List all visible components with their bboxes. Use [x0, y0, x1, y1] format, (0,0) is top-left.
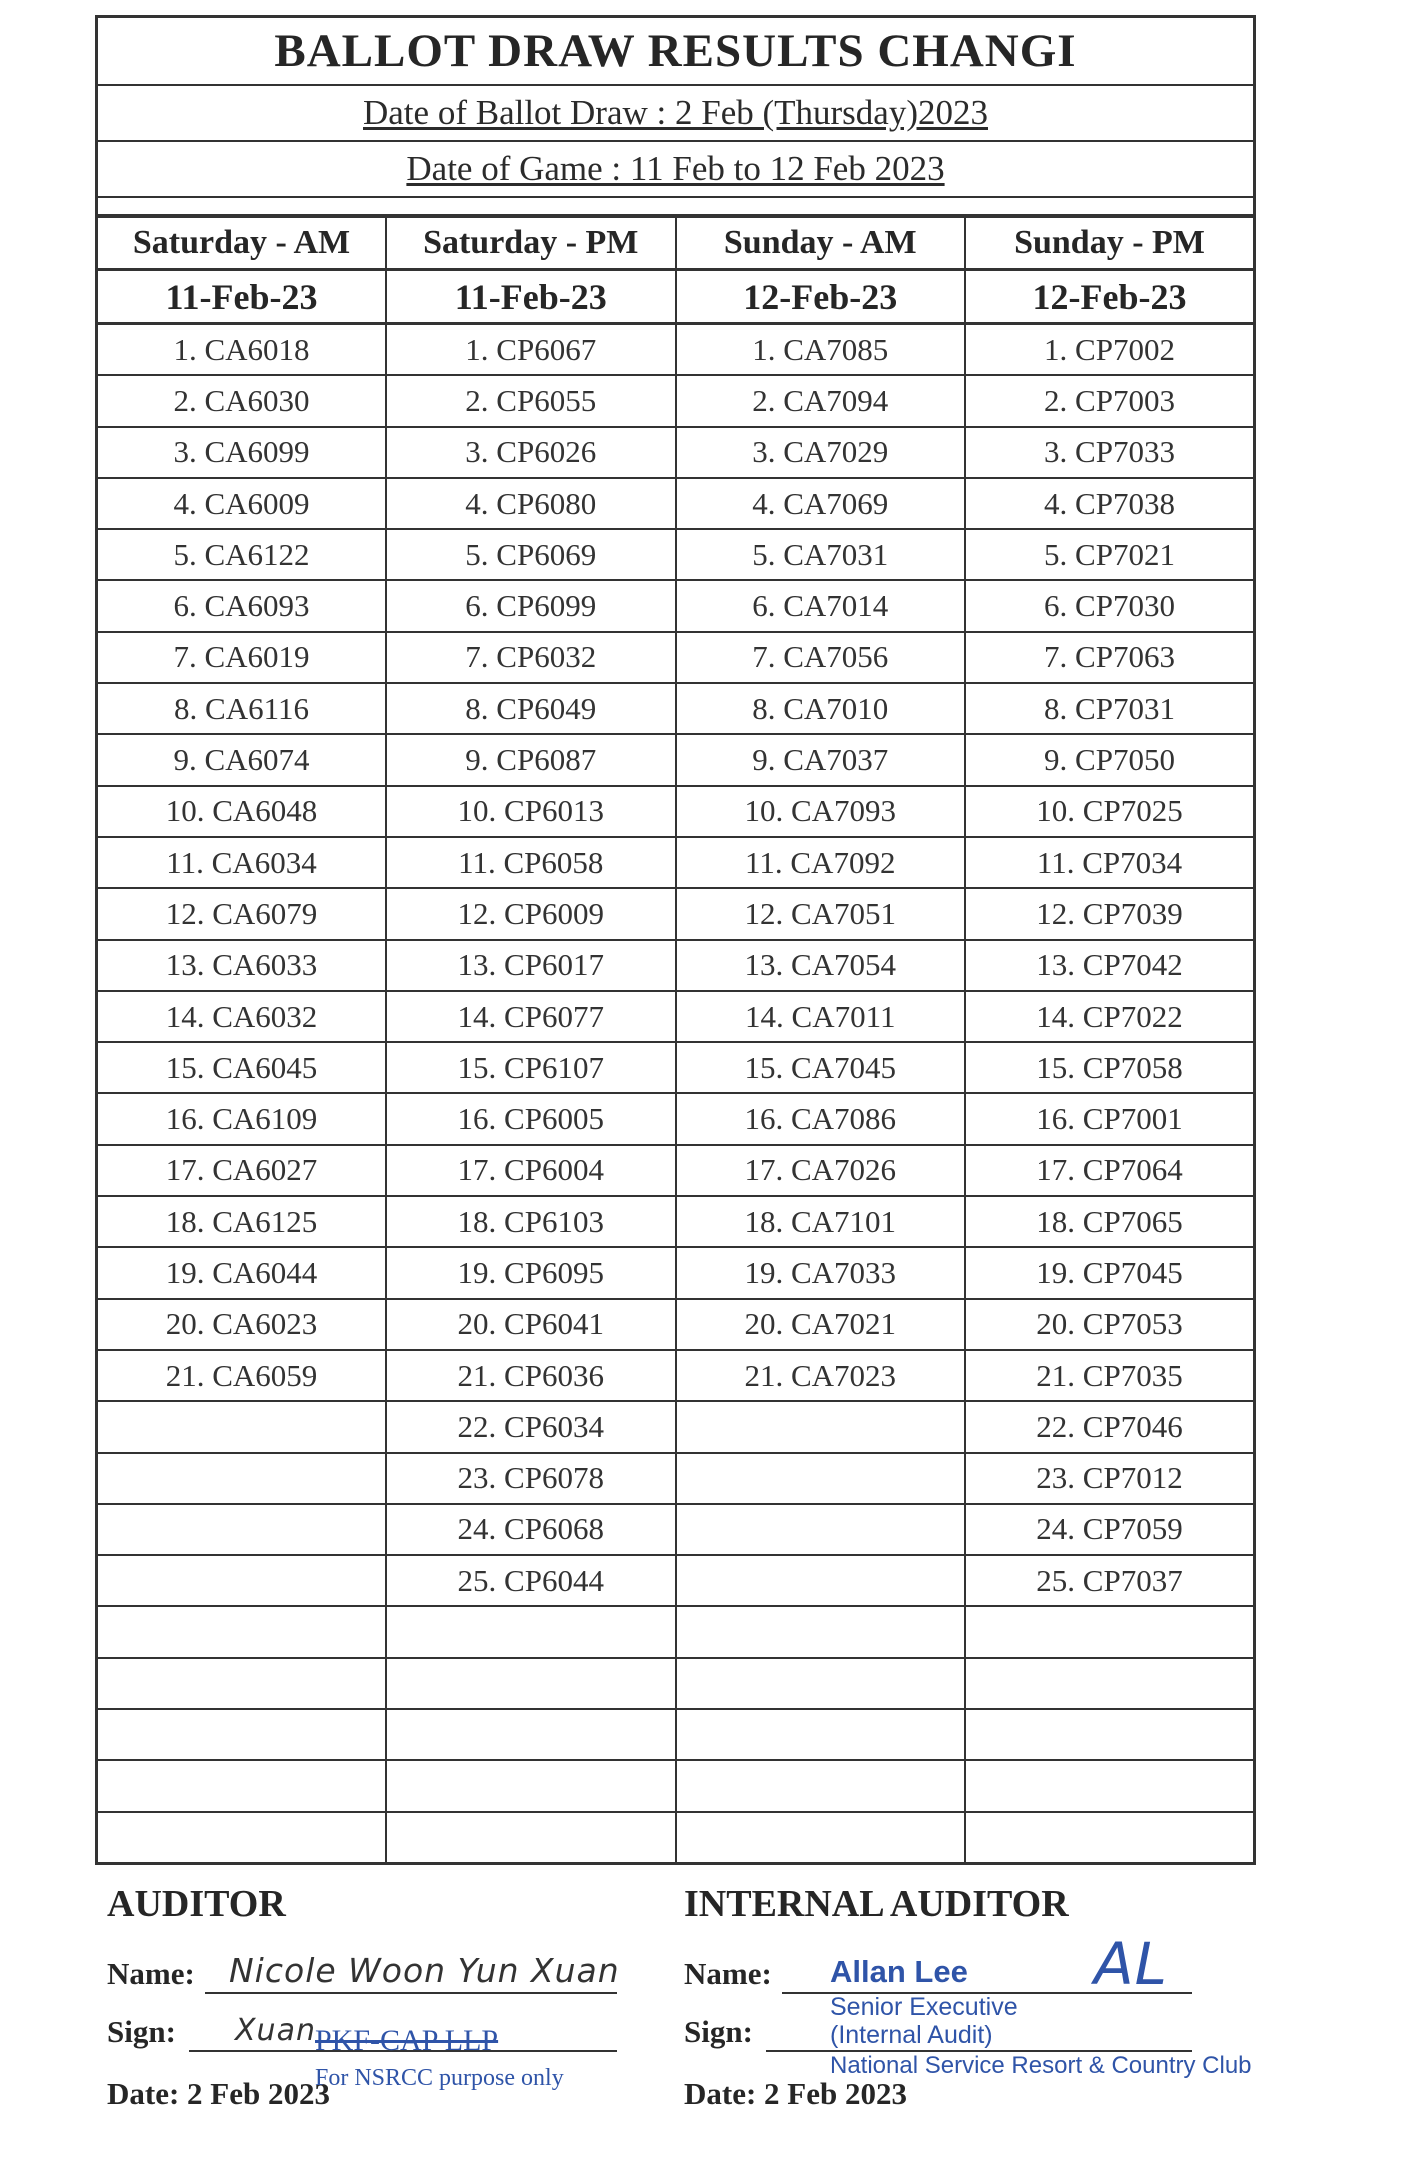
ballot-cell: 8. CP7031: [965, 683, 1255, 734]
ballot-cell: 7. CP7063: [965, 632, 1255, 683]
table-row: [97, 940, 1255, 991]
ballot-cell: 5. CP7021: [965, 529, 1255, 580]
ballot-cell: [97, 1606, 387, 1657]
table-row: [97, 991, 1255, 1042]
table-row: [97, 1042, 1255, 1093]
table-row: [97, 1299, 1255, 1350]
ballot-cell: 17. CP6004: [386, 1145, 676, 1196]
ballot-cell: 23. CP6078: [386, 1453, 676, 1504]
column-day: Sunday - PM: [965, 217, 1255, 270]
sign-label: Sign:: [107, 2014, 176, 2049]
ballot-cell: 21. CP6036: [386, 1350, 676, 1401]
ballot-cell: 2. CA6030: [97, 375, 387, 426]
internal-auditor-heading: INTERNAL AUDITOR: [684, 1883, 1069, 1925]
ballot-cell: 2. CP6055: [386, 375, 676, 426]
ballot-cell: 2. CP7003: [965, 375, 1255, 426]
game-date: Date of Game : 11 Feb to 12 Feb 2023: [98, 142, 1253, 198]
ballot-cell: 9. CP7050: [965, 734, 1255, 785]
table-row: [97, 427, 1255, 478]
table-row: [97, 580, 1255, 631]
ballot-cell: 21. CA7023: [676, 1350, 966, 1401]
table-row: [97, 683, 1255, 734]
auditor-name-line: [107, 1944, 627, 2002]
ballot-cell: 4. CA6009: [97, 478, 387, 529]
ballot-cell: 22. CP7046: [965, 1401, 1255, 1452]
ballot-cell: 17. CA7026: [676, 1145, 966, 1196]
table-row: [97, 1658, 1255, 1709]
ballot-cell: 5. CP6069: [386, 529, 676, 580]
column-day: Saturday - AM: [97, 217, 387, 270]
auditor-date: Date: 2 Feb 2023: [107, 2076, 330, 2111]
ballot-sheet: [95, 15, 1256, 1865]
ballot-cell: 12. CA6079: [97, 888, 387, 939]
ballot-cell: 8. CA7010: [676, 683, 966, 734]
ballot-cell: [386, 1760, 676, 1811]
ballot-cell: 24. CP7059: [965, 1504, 1255, 1555]
ballot-cell: [965, 1760, 1255, 1811]
column-date: 11-Feb-23: [386, 270, 676, 324]
internal-name-line: [684, 1930, 1304, 2021]
ballot-cell: [97, 1504, 387, 1555]
ballot-cell: [97, 1812, 387, 1864]
ballot-cell: 7. CP6032: [386, 632, 676, 683]
ballot-cell: 7. CA7056: [676, 632, 966, 683]
results-body: [97, 324, 1255, 1864]
table-row: [97, 1606, 1255, 1657]
ballot-cell: [676, 1760, 966, 1811]
table-row: [97, 1812, 1255, 1864]
page-title: BALLOT DRAW RESULTS CHANGI: [98, 18, 1253, 86]
table-row: [97, 1709, 1255, 1760]
ballot-cell: [97, 1658, 387, 1709]
ballot-cell: [97, 1760, 387, 1811]
ballot-cell: 23. CP7012: [965, 1453, 1255, 1504]
table-row: [97, 1401, 1255, 1452]
ballot-cell: [386, 1658, 676, 1709]
ballot-cell: 16. CP7001: [965, 1093, 1255, 1144]
ballot-cell: 17. CP7064: [965, 1145, 1255, 1196]
ballot-cell: 21. CP7035: [965, 1350, 1255, 1401]
ballot-cell: 4. CP6080: [386, 478, 676, 529]
ballot-cell: 18. CP7065: [965, 1196, 1255, 1247]
ballot-cell: [676, 1453, 966, 1504]
ballot-cell: 20. CA7021: [676, 1299, 966, 1350]
ballot-cell: 6. CP7030: [965, 580, 1255, 631]
internal-date-line: [684, 2060, 1304, 2114]
table-row: [97, 1760, 1255, 1811]
ballot-cell: 20. CP6041: [386, 1299, 676, 1350]
ballot-cell: 1. CA7085: [676, 324, 966, 376]
table-row: [97, 1247, 1255, 1298]
ballot-cell: 14. CP7022: [965, 991, 1255, 1042]
ballot-cell: [676, 1606, 966, 1657]
ballot-cell: [386, 1709, 676, 1760]
ballot-cell: 14. CA6032: [97, 991, 387, 1042]
ballot-cell: 10. CP7025: [965, 786, 1255, 837]
ballot-cell: 1. CP7002: [965, 324, 1255, 376]
ballot-cell: 15. CA6045: [97, 1042, 387, 1093]
table-row: [97, 1196, 1255, 1247]
table-row: [97, 324, 1255, 376]
column-date: 12-Feb-23: [676, 270, 966, 324]
ballot-cell: 12. CA7051: [676, 888, 966, 939]
column-date: 12-Feb-23: [965, 270, 1255, 324]
name-label: Name:: [107, 1956, 195, 1991]
stamp-name: Allan Lee: [830, 1954, 968, 1989]
ballot-cell: 12. CP7039: [965, 888, 1255, 939]
ballot-cell: 20. CP7053: [965, 1299, 1255, 1350]
ballot-cell: 9. CP6087: [386, 734, 676, 785]
auditor-block: [107, 1882, 627, 2114]
ballot-cell: 5. CA6122: [97, 529, 387, 580]
table-row: [97, 837, 1255, 888]
ballot-cell: 13. CP7042: [965, 940, 1255, 991]
ballot-cell: 14. CA7011: [676, 991, 966, 1042]
ballot-cell: 10. CA6048: [97, 786, 387, 837]
ballot-cell: 10. CP6013: [386, 786, 676, 837]
ballot-cell: 13. CP6017: [386, 940, 676, 991]
name-label: Name:: [684, 1956, 772, 1991]
ballot-cell: 1. CA6018: [97, 324, 387, 376]
ballot-cell: 15. CP6107: [386, 1042, 676, 1093]
ballot-cell: 11. CP7034: [965, 837, 1255, 888]
ballot-cell: 22. CP6034: [386, 1401, 676, 1452]
ballot-cell: [97, 1709, 387, 1760]
ballot-cell: 19. CP6095: [386, 1247, 676, 1298]
table-row: [97, 1555, 1255, 1606]
ballot-cell: 16. CA6109: [97, 1093, 387, 1144]
ballot-cell: 10. CA7093: [676, 786, 966, 837]
auditor-date-line: [107, 2060, 627, 2114]
ballot-cell: 13. CA6033: [97, 940, 387, 991]
ballot-cell: [676, 1401, 966, 1452]
ballot-cell: 12. CP6009: [386, 888, 676, 939]
table-row: [97, 632, 1255, 683]
ballot-cell: 7. CA6019: [97, 632, 387, 683]
ballot-cell: 21. CA6059: [97, 1350, 387, 1401]
table-row: [97, 375, 1255, 426]
ballot-cell: 18. CP6103: [386, 1196, 676, 1247]
ballot-cell: 13. CA7054: [676, 940, 966, 991]
ballot-cell: 20. CA6023: [97, 1299, 387, 1350]
ballot-cell: 16. CA7086: [676, 1093, 966, 1144]
ballot-cell: 8. CP6049: [386, 683, 676, 734]
day-header-row: [97, 217, 1255, 270]
table-row: [97, 529, 1255, 580]
table-row: [97, 478, 1255, 529]
ballot-cell: 4. CP7038: [965, 478, 1255, 529]
ballot-cell: 9. CA6074: [97, 734, 387, 785]
name-rule: [205, 1992, 617, 1994]
table-row: [97, 888, 1255, 939]
ballot-cell: 18. CA7101: [676, 1196, 966, 1247]
ballot-cell: 15. CA7045: [676, 1042, 966, 1093]
ballot-cell: [97, 1555, 387, 1606]
ballot-cell: 19. CA7033: [676, 1247, 966, 1298]
ballot-cell: 6. CA7014: [676, 580, 966, 631]
column-date: 11-Feb-23: [97, 270, 387, 324]
sheet-header: [95, 15, 1256, 216]
ballot-cell: 19. CP7045: [965, 1247, 1255, 1298]
ballot-cell: [676, 1504, 966, 1555]
header-spacer: [98, 198, 1253, 216]
stamp-dept: (Internal Audit): [830, 2021, 993, 2049]
ballot-cell: [386, 1812, 676, 1864]
table-row: [97, 1093, 1255, 1144]
ballot-cell: 5. CA7031: [676, 529, 966, 580]
auditor-heading: AUDITOR: [107, 1883, 286, 1925]
sign-label: Sign:: [684, 2014, 753, 2049]
initials-signature: AL: [1094, 1930, 1168, 1998]
stamp-title: Senior Executive: [830, 1993, 1018, 2021]
ballot-cell: 3. CP7033: [965, 427, 1255, 478]
internal-auditor-date: Date: 2 Feb 2023: [684, 2076, 907, 2111]
ballot-draw-date: Date of Ballot Draw : 2 Feb (Thursday)2023: [98, 86, 1253, 142]
ballot-cell: 3. CA7029: [676, 427, 966, 478]
table-row: [97, 1350, 1255, 1401]
ballot-cell: [965, 1606, 1255, 1657]
ballot-cell: 2. CA7094: [676, 375, 966, 426]
ballot-cell: [676, 1555, 966, 1606]
ballot-cell: 11. CA7092: [676, 837, 966, 888]
ballot-cell: [965, 1709, 1255, 1760]
ballot-cell: 16. CP6005: [386, 1093, 676, 1144]
purpose-note: For NSRCC purpose only: [315, 2065, 564, 2091]
ballot-cell: 17. CA6027: [97, 1145, 387, 1196]
ballot-cell: 1. CP6067: [386, 324, 676, 376]
ballot-cell: 6. CP6099: [386, 580, 676, 631]
auditor-signature: Xuan: [235, 2013, 316, 2048]
table-row: [97, 734, 1255, 785]
ballot-cell: [97, 1453, 387, 1504]
date-header-row: [97, 270, 1255, 324]
ballot-cell: 11. CA6034: [97, 837, 387, 888]
column-day: Sunday - AM: [676, 217, 966, 270]
ballot-cell: 8. CA6116: [97, 683, 387, 734]
internal-auditor-block: [684, 1882, 1304, 2114]
stamp-org: National Service Resort & Country Club: [830, 2052, 1252, 2079]
table-row: [97, 1453, 1255, 1504]
auditor-name-handwritten: Nicole Woon Yun Xuan: [229, 1951, 620, 1990]
ballot-cell: [965, 1658, 1255, 1709]
ballot-cell: [97, 1401, 387, 1452]
ballot-cell: 6. CA6093: [97, 580, 387, 631]
table-row: [97, 1504, 1255, 1555]
column-day: Saturday - PM: [386, 217, 676, 270]
ballot-cell: [676, 1812, 966, 1864]
ballot-cell: 18. CA6125: [97, 1196, 387, 1247]
ballot-cell: 24. CP6068: [386, 1504, 676, 1555]
ballot-cell: 15. CP7058: [965, 1042, 1255, 1093]
auditor-sign-line: [107, 2002, 627, 2060]
firm-stamp: PKF-CAP LLP: [315, 2024, 499, 2057]
ballot-cell: 3. CA6099: [97, 427, 387, 478]
internal-sign-line: [684, 2002, 1304, 2079]
ballot-cell: 19. CA6044: [97, 1247, 387, 1298]
ballot-cell: 4. CA7069: [676, 478, 966, 529]
ballot-cell: 9. CA7037: [676, 734, 966, 785]
ballot-cell: 25. CP7037: [965, 1555, 1255, 1606]
table-row: [97, 786, 1255, 837]
table-row: [97, 1145, 1255, 1196]
results-table: [95, 216, 1256, 1865]
ballot-cell: 3. CP6026: [386, 427, 676, 478]
ballot-cell: 25. CP6044: [386, 1555, 676, 1606]
ballot-cell: [965, 1812, 1255, 1864]
ballot-cell: 14. CP6077: [386, 991, 676, 1042]
ballot-cell: [676, 1709, 966, 1760]
ballot-cell: [386, 1606, 676, 1657]
ballot-cell: 11. CP6058: [386, 837, 676, 888]
ballot-cell: [676, 1658, 966, 1709]
